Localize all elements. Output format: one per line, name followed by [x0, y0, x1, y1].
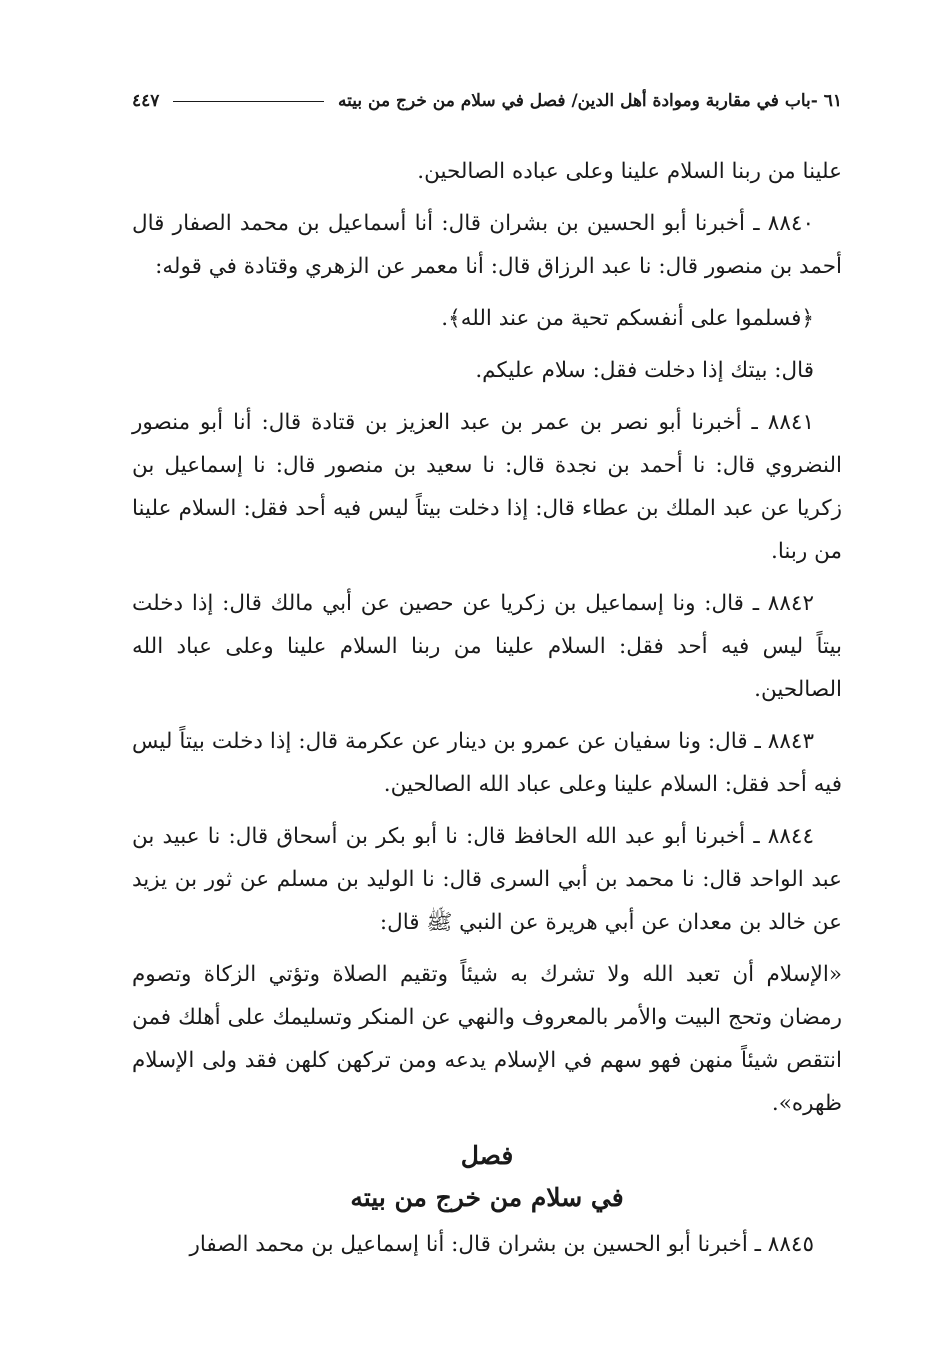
- running-title: ٦١ -باب في مقاربة وموادة أهل الدين/ فصل في سلام من خرج من بيته: [338, 91, 842, 111]
- hadith-text: «الإسلام أن تعبد الله ولا تشرك به شيئاً وتقيم الصلاة وتؤتي الزكاة وتصوم رمضان وتحج البيت والأمر بالمعروف والنهي عن المنكر وتسليمك على أهلك فمن انتقص شيئاً منهن فهو سهم في الإسلام يدعه ومن تركهن كلهن فقد ولى الإسلام ظهره».: [132, 962, 842, 1116]
- book-page: [132, 86, 842, 1275]
- paragraph-8842: ٨٨٤٢ ـ قال: ونا إسماعيل بن زكريا عن حصين عن أبي مالك قال: إذا دخلت بيتاً ليس فيه أحد فقل: السلام علينا من ربنا السلام علينا وعلى عباد الله الصالحين.: [132, 591, 842, 702]
- header-rule: [173, 101, 324, 102]
- page-body: [132, 150, 842, 1266]
- section-heading-subtitle: في سلام من خرج من بيته: [350, 1183, 624, 1212]
- paragraph-8841: ٨٨٤١ ـ أخبرنا أبو نصر بن عمر بن عبد العزيز بن قتادة قال: أنا أبو منصور النضروي قال: نا أحمد بن نجدة قال: نا سعيد بن منصور قال: نا إسماعيل بن زكريا عن عبد الملك بن عطاء قال: إذا دخلت بيتاً ليس فيه أحد فقل: السلام علينا من ربنا.: [132, 410, 842, 564]
- paragraph-8844: ٨٨٤٤ ـ أخبرنا أبو عبد الله الحافظ قال: نا أبو بكر بن أسحاق قال: نا عبيد بن عبد الواحد قال: نا محمد بن أبي السرى قال: نا الوليد بن مسلم عن ثور بن يزيد عن خالد بن معدان عن أبي هريرة عن النبي ﷺ قال:: [132, 824, 842, 935]
- paragraph-continuation: علينا من ربنا السلام علينا وعلى عباده الصالحين.: [417, 159, 842, 184]
- paragraph-8840: ٨٨٤٠ ـ أخبرنا أبو الحسين بن بشران قال: أنا أسماعيل بن محمد الصفار قال أحمد بن منصور قال: نا عبد الرزاق قال: أنا معمر عن الزهري وقتادة في قوله:: [132, 211, 842, 279]
- paragraph-8843: ٨٨٤٣ ـ قال: ونا سفيان عن عمرو بن دينار عن عكرمة قال: إذا دخلت بيتاً ليس فيه أحد فقل: السلام علينا وعلى عباد الله الصالحين.: [132, 729, 842, 797]
- section-heading-title: فصل: [460, 1141, 514, 1170]
- page-number: ٤٤٧: [132, 91, 160, 111]
- paragraph-8845: ٨٨٤٥ ـ أخبرنا أبو الحسين بن بشران قال: أنا إسماعيل بن محمد الصفار: [189, 1232, 814, 1257]
- running-header: [132, 86, 842, 116]
- quran-verse: ﴿فسلموا على أنفسكم تحية من عند الله﴾.: [441, 306, 814, 331]
- paragraph-commentary: قال: بيتك إذا دخلت فقل: سلام عليكم.: [475, 358, 814, 383]
